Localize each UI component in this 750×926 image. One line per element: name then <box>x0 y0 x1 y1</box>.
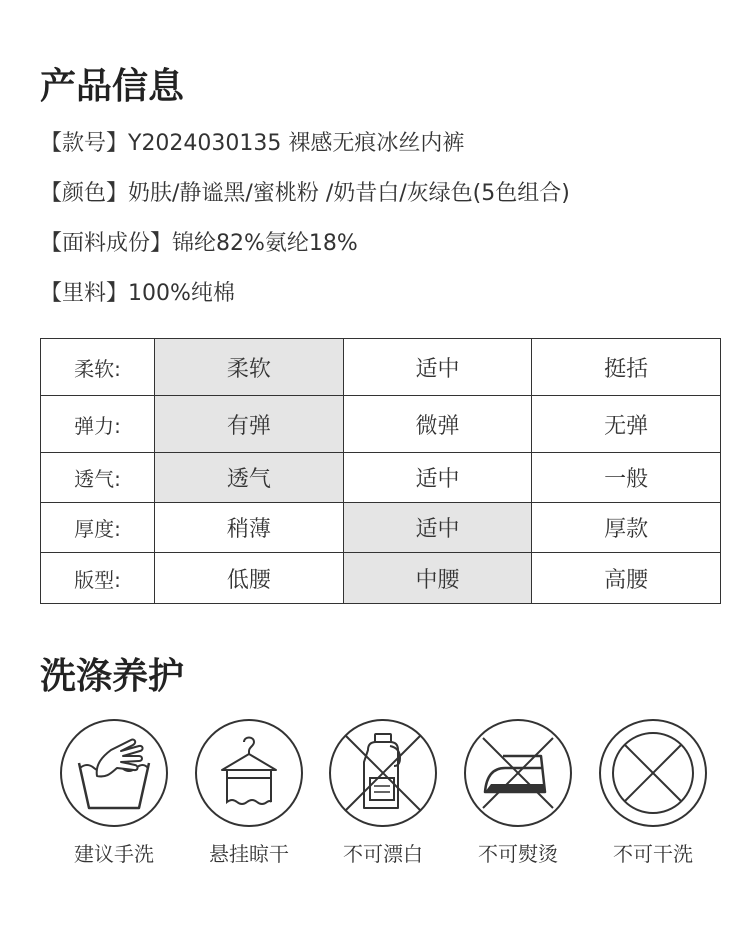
attribute-label: 透气: <box>41 453 155 503</box>
attribute-label: 版型: <box>41 553 155 604</box>
no-iron-icon <box>463 718 573 828</box>
attribute-label: 柔软: <box>41 339 155 396</box>
attribute-option: 适中 <box>343 503 532 553</box>
care-label: 悬挂晾干 <box>209 842 289 866</box>
care-label: 建议手洗 <box>74 842 154 866</box>
no-dry-clean-icon <box>598 718 708 828</box>
care-item-hand-wash <box>58 718 170 867</box>
no-bleach-icon <box>328 718 438 828</box>
attribute-option: 厚款 <box>532 503 721 553</box>
attribute-option: 挺括 <box>532 339 721 396</box>
table-row <box>41 553 721 604</box>
care-item-hang-dry <box>193 718 305 867</box>
care-item-no-iron <box>462 718 574 867</box>
table-row <box>41 396 721 453</box>
care-item-no-bleach <box>327 718 439 867</box>
attribute-option: 柔软 <box>155 339 344 396</box>
attribute-option: 透气 <box>155 453 344 503</box>
info-fabric: 【面料成份】锦纶82%氨纶18% <box>40 231 358 256</box>
attribute-table <box>40 338 721 604</box>
hang-dry-icon <box>194 718 304 828</box>
attribute-option: 适中 <box>343 339 532 396</box>
attribute-option: 一般 <box>532 453 721 503</box>
attribute-option: 无弹 <box>532 396 721 453</box>
care-item-no-dry-clean <box>597 718 709 867</box>
attribute-label: 厚度: <box>41 503 155 553</box>
attribute-label: 弹力: <box>41 396 155 453</box>
attribute-option: 稍薄 <box>155 503 344 553</box>
table-row <box>41 339 721 396</box>
care-label: 不可干洗 <box>613 842 693 866</box>
attribute-option: 有弹 <box>155 396 344 453</box>
care-label: 不可熨烫 <box>478 842 558 866</box>
table-row <box>41 503 721 553</box>
product-info-title: 产品信息 <box>40 66 185 107</box>
attribute-option: 中腰 <box>343 553 532 604</box>
care-label: 不可漂白 <box>343 842 423 866</box>
attribute-option: 低腰 <box>155 553 344 604</box>
info-colors: 【颜色】奶肤/静谧黑/蜜桃粉 /奶昔白/灰绿色(5色组合) <box>40 181 570 206</box>
hand-wash-icon <box>59 718 169 828</box>
attribute-option: 高腰 <box>532 553 721 604</box>
table-row <box>41 453 721 503</box>
attribute-option: 微弹 <box>343 396 532 453</box>
info-style-number: 【款号】Y2024030135 裸感无痕冰丝内裤 <box>40 131 465 156</box>
attribute-option: 适中 <box>343 453 532 503</box>
info-lining: 【里料】100%纯棉 <box>40 281 235 306</box>
care-title: 洗涤养护 <box>40 656 185 697</box>
